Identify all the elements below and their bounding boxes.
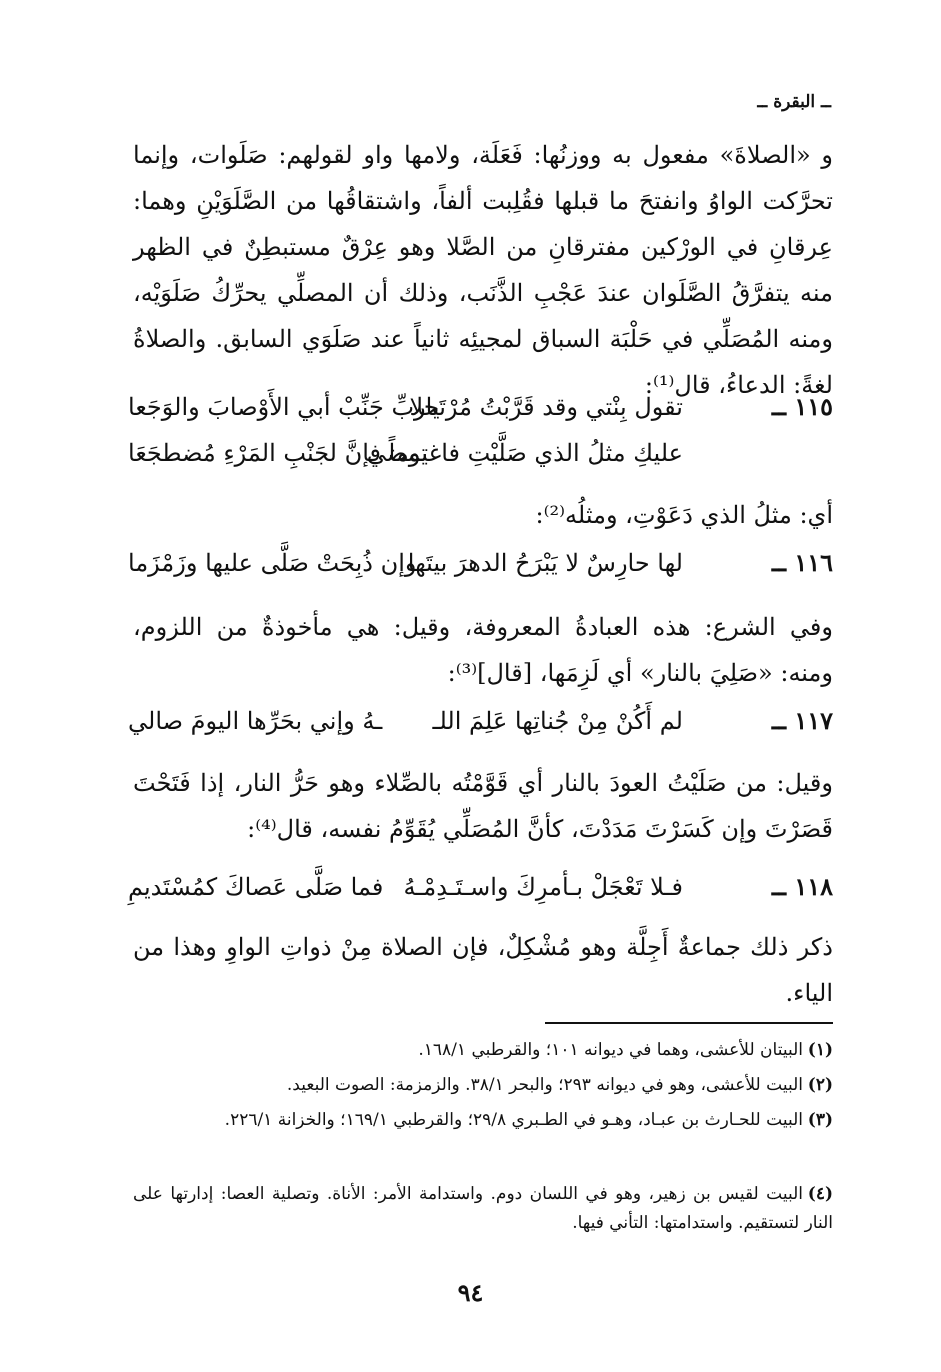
verse-115-line-1 (128, 384, 833, 430)
paragraph-1: و «الصلاةَ» مفعول به ووزنُها: فَعَلَة، ولامها واو لقولهم: صَلَوات، وإنما تحرَّكت الواوُ وانفتحَ ما قبلها فقُلِبت ألفاً، واشتقاقُها من الصَّلَوَيْنِ وهما: عِرقانِ في الورْكين مفترقانِ من الصَّلا وهو عِرْقٌ مستبطِنٌ في الظهر منه يتفرَّقُ الصَّلَوان عندَ عَجْبِ الذَّنَب، وذلك أن المصلِّي يحرِّكُ صَلَوَيْه، ومنه المُصَلِّي في حَلْبَة السباق لمجيئِه ثانياً عند صَلَوَي السابق. والصلاةُ لغةً: الدعاءُ، قال⁽¹⁾: (133, 141, 834, 399)
footnote-number: (١) (807, 1040, 833, 1060)
verse-first-hemistich: لها حارِسٌ لا يَبْرَحُ الدهرَ بيتَها (407, 549, 683, 577)
footnote-text: البيت لقيس بن زهير، وهو في اللسان دوم. واستدامة الأمر: الأناة. وتصلية العصا: إدارتها على النار لتستقيم. واستدامتها: التأني فيها. (133, 1184, 833, 1233)
paragraph-2: أي: مثلُ الذي دَعَوْتِ، ومثلُه⁽²⁾: (535, 501, 833, 529)
verse-second-hemistich: فما صَلَّى عَصاكَ كمُسْتَديمِ (128, 873, 384, 901)
footnote-3 (133, 1106, 833, 1135)
footnote-text: البيتان للأعشى، وهما في ديوانه ١٠١؛ والقرطبي ١٦٨/١. (418, 1040, 803, 1060)
verse-second-hemistich: وإن ذُبِحَتْ صَلَّى عليها وزَمْزَما (128, 549, 417, 577)
paragraph-5: ذكر ذلك جماعةٌ أَجِلَّة وهو مُشْكِلٌ، فإن الصلاة مِنْ ذواتِ الواوِ وهذا من الياء. (133, 933, 833, 1007)
footnote-2 (133, 1071, 833, 1100)
footnote-number: (٢) (807, 1075, 833, 1095)
footnote-separator (545, 1022, 833, 1024)
verse-116 (128, 540, 833, 586)
verse-first-hemistich: لم أَكُنْ مِنْ جُناتِها عَلِمَ اللـ (432, 707, 683, 735)
verse-second-hemistich: ياربِّ جَنِّبْ أبي الأَوْصابَ والوَجَعا (128, 393, 440, 421)
paragraph-3: وفي الشرع: هذه العبادةُ المعروفة، وقيل: هي مأخوذةٌ من اللزوم، ومنه: «صَلِيَ بالنار» أي لَزِمَها، [قال]⁽³⁾: (133, 613, 833, 687)
running-header: ــ البقرة ــ (757, 92, 831, 112)
verse-first-hemistich: عليكِ مثلُ الذي صَلَّيْتِ فاغتمضي (366, 439, 683, 467)
verse-117 (128, 698, 833, 744)
verse-second-hemistich: ـهُ وإني بحَرِّها اليومَ صالي (128, 707, 383, 735)
verse-number: ١١٦ ــ (771, 548, 833, 577)
footnote-number: (٣) (807, 1110, 833, 1130)
verse-number: ١١٥ ــ (771, 392, 833, 421)
footnote-number: (٤) (807, 1184, 833, 1204)
verse-first-hemistich: فـلا تَعْجَلْ بـأمرِكَ واسـتَـدِمْـهُ (403, 873, 683, 901)
verse-number: ١١٧ ــ (771, 706, 833, 735)
verse-115-line-2 (128, 430, 833, 476)
verse-first-hemistich: تقول بِنْتي وقد قَرَّبْتُ مُرْتَحلا (409, 393, 683, 421)
verse-118 (128, 864, 833, 910)
footnote-1 (133, 1036, 833, 1065)
verse-second-hemistich: يوماً فإنَّ لجَنْبِ المَرْءِ مُضطجَعَا (128, 439, 428, 467)
footnote-text: البيت للأعشى، وهو في ديوانه ٢٩٣؛ والبحر ٣٨/١. والزمزمة: الصوت البعيد. (286, 1075, 803, 1095)
paragraph-4: وقيل: من صَلَيْتُ العودَ بالنار أي قَوَّمْتُه بالصِّلاء وهو حَرُّ النار، إذا فَتَحْتَ قَصَرْتَ وإن كَسَرْتَ مَدَدْتَ، كأنَّ المُصَلِّي يُقَوِّمُ نفسه، قال⁽⁴⁾: (133, 769, 833, 843)
verse-number: ١١٨ ــ (771, 872, 833, 901)
footnote-text: البيت للحـارث بن عبـاد، وهـو في الطـبري ٢٩/٨؛ والقرطبي ١٦٩/١؛ والخزانة ٢٢٦/١. (224, 1110, 803, 1130)
page-number: ٩٤ (457, 1278, 484, 1307)
footnote-4 (133, 1180, 833, 1238)
